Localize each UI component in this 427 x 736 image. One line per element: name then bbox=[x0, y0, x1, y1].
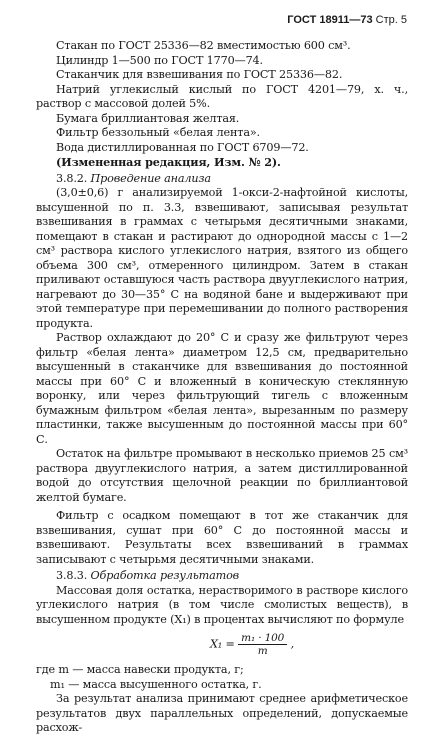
paragraph: Массовая доля остатка, нерастворимого в растворе кислого углекислого натрия (в том числе смолистых веществ), в высушенном продукте (X₁) в процентах вычисляют по формуле bbox=[36, 583, 408, 626]
formula-numerator: m₁ · 100 bbox=[238, 632, 287, 645]
section-number: 3.8.3. bbox=[56, 569, 88, 582]
document-body bbox=[36, 39, 408, 736]
formula-eq: = bbox=[225, 637, 235, 651]
revision-note: (Измененная редакция, Изм. № 2). bbox=[56, 155, 281, 169]
paragraph: Остаток на фильтре промывают в несколько приемов 25 см³ раствора двууглекислого натрия, а затем дистиллированной водой до отсутствия щелочной реакции по бриллиантовой желтой бумаге. bbox=[36, 447, 408, 504]
formula-trail: , bbox=[290, 637, 295, 651]
material-item: Вода дистиллированная по ГОСТ 6709—72. bbox=[56, 140, 309, 154]
definitions bbox=[36, 663, 408, 692]
materials-list bbox=[36, 39, 408, 155]
material-item: Натрий углекислый кислый по ГОСТ 4201—79, х. ч., раствор с массовой долей 5%. bbox=[36, 82, 408, 110]
definition-line: где m — масса навески продукта, г; bbox=[36, 663, 244, 676]
standard-number: ГОСТ 18911—73 bbox=[287, 14, 373, 26]
formula-denominator: m bbox=[257, 645, 268, 657]
material-item: Фильтр беззольный «белая лента». bbox=[56, 126, 260, 139]
page-number: Стр. 5 bbox=[375, 14, 407, 26]
section-heading-382 bbox=[36, 172, 408, 187]
paragraph: Фильтр с осадком помещают в тот же стаканчик для взвешивания, сушат при 60° С до постоянной массы и взвешивают. Результаты всех взвешиваний в граммах записывают с четырьмя десятичными знаками. bbox=[36, 509, 408, 566]
definition-line: m₁ — масса высушенного остатка, г. bbox=[50, 677, 262, 691]
material-item: Стакан по ГОСТ 25336—82 вместимостью 600 см³. bbox=[56, 39, 351, 52]
paragraph: За результат анализа принимают среднее арифметическое результатов двух параллельных определений, допускаемые расхож- bbox=[36, 692, 408, 734]
material-item: Бумага бриллиантовая желтая. bbox=[56, 111, 240, 125]
paragraph: Раствор охлаждают до 20° С и сразу же фильтруют через фильтр «белая лента» диаметром 12,5 см, предварительно высушенный в стаканчике для взвешивания до постоянной массы при 60° С и вложенный в коническую стеклянную воронку, или через фильтрующий тигель с вложенным бумажным фильтром «белая лента», вырезанным по размеру пластинки, также высушенным до постоянной массы при 60° С. bbox=[36, 331, 408, 446]
formula bbox=[96, 632, 408, 657]
formula-lhs: X₁ bbox=[209, 637, 223, 651]
formula-fraction bbox=[238, 632, 287, 657]
page-header bbox=[287, 14, 407, 26]
section-number: 3.8.2. bbox=[56, 171, 88, 185]
section-title: Обработка результатов bbox=[90, 569, 240, 582]
section-title: Проведение анализа bbox=[90, 171, 211, 185]
material-item: Стаканчик для взвешивания по ГОСТ 25336—82. bbox=[56, 68, 343, 81]
section-heading-383 bbox=[36, 569, 408, 584]
material-item: Цилиндр 1—500 по ГОСТ 1770—74. bbox=[56, 53, 263, 67]
paragraph: (3,0±0,6) г анализируемой 1-окси-2-нафтойной кислоты, высушенной по п. 3.3, взвешивают, записывая результат взвешивания в граммах с четырьмя десятичными знаками, помещают в стакан и растирают до однородной массы с 1—2 см³ раствора кислого углекислого натрия, взятого из общего объема 300 см³, отмеренного цилиндром. Затем в стакан приливают оставшуюся часть раствора двууглекислого натрия, нагревают до 30—35° С на водяной бане и выдерживают при этой температуре при перемешивании до полного растворения продукта. bbox=[36, 186, 408, 330]
